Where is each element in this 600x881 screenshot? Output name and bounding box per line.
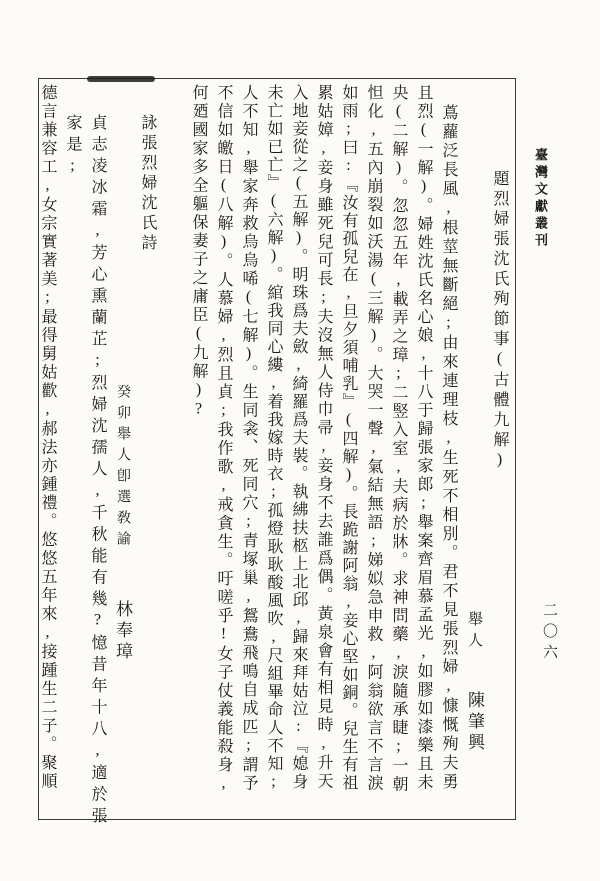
collection-title: 臺灣文獻叢刊	[533, 148, 548, 250]
text-frame	[38, 78, 516, 829]
poem2-author-rank: 癸卯舉人卽選敎諭	[115, 384, 130, 552]
poem1-author-rank: 舉人	[466, 611, 482, 653]
poem1-column: 蔦蘿泛長風,根莖無斷絕;由來連理枝,生死不相別。君不見張烈婦,慷慨殉夫勇	[440, 104, 457, 792]
poem1-column: 何廼國家多全軀保妻子之庸臣(九解)?	[190, 84, 207, 420]
poem1-title: 題烈婦張沈氏殉節事(古體九解)	[491, 170, 508, 472]
poem1-column: 未亡如已亡』(六解)。綰我同心縷,着我嫁時衣;孤燈耿耿酸風吹,尺組畢命人不知;	[265, 84, 282, 792]
poem2-column: 貞志凌冰霜,芳心熏蘭芷;烈婦沈孺人,千秋能有幾?憶昔年十八,適於張家是;	[64, 114, 106, 829]
poem2-column: 德言兼容工,女宗實著美;最得舅姑歡,郝法亦鍾禮。悠悠五年來,接踵生二子。聚順	[39, 84, 56, 791]
poem1-column: 不信如皦日(八解)。人慕婦,烈且貞;我作歌,戒貪生。吁嗟乎!女子仗義能殺身,	[215, 84, 232, 794]
poem1-column: 人不知,舉家奔救烏烏唏(七解)。生同衾、死同穴;青塚巢,鴛鴦飛鳴自成匹;謂予	[240, 84, 257, 793]
poem1-attribution	[461, 84, 487, 881]
poem1-column: 累姑嫜,妾身雖死兒可長;夫沒無人侍巾帚,妾身不去誰爲偶。黃泉會有相見時,升天	[315, 84, 332, 791]
poem2-attribution	[110, 84, 135, 881]
page-content	[39, 84, 512, 829]
ink-smudge	[87, 76, 155, 82]
page-number: 二〇六	[541, 602, 557, 665]
poem2-author-name: 林奉璋	[113, 599, 132, 663]
poem1-column: 怛化,五內崩裂如沃湯(三解)。大哭一聲,氣結無語;娣姒急申救,阿翁欲言不言淚	[365, 84, 382, 793]
poem1-column: 央(二解)。忽忽五年,載弄之璋;二竪入室,夫病於牀。求神問藥,淚隨承睫;一朝	[390, 84, 407, 794]
poem2-title: 詠張烈婦沈氏詩	[139, 114, 156, 254]
poem1-column: 入地妾從之(五解)。明珠爲夫斂,綺羅爲夫裝。執紼扶柩上北邱,歸來拜姑泣:『媳身	[290, 84, 307, 791]
poem1-column: 如雨;曰:『汝有孤兒在,旦夕須哺乳』(四解)。長跪謝阿翁,妾心堅如銅。兒生有祖	[340, 84, 357, 792]
poem1-author-name: 陳肇興	[465, 690, 484, 754]
poem1-column: 且烈(一解)。婦姓沈氏名心娘,十八于歸張家郎;舉案齊眉慕孟光,如膠如漆樂且未	[415, 84, 432, 792]
